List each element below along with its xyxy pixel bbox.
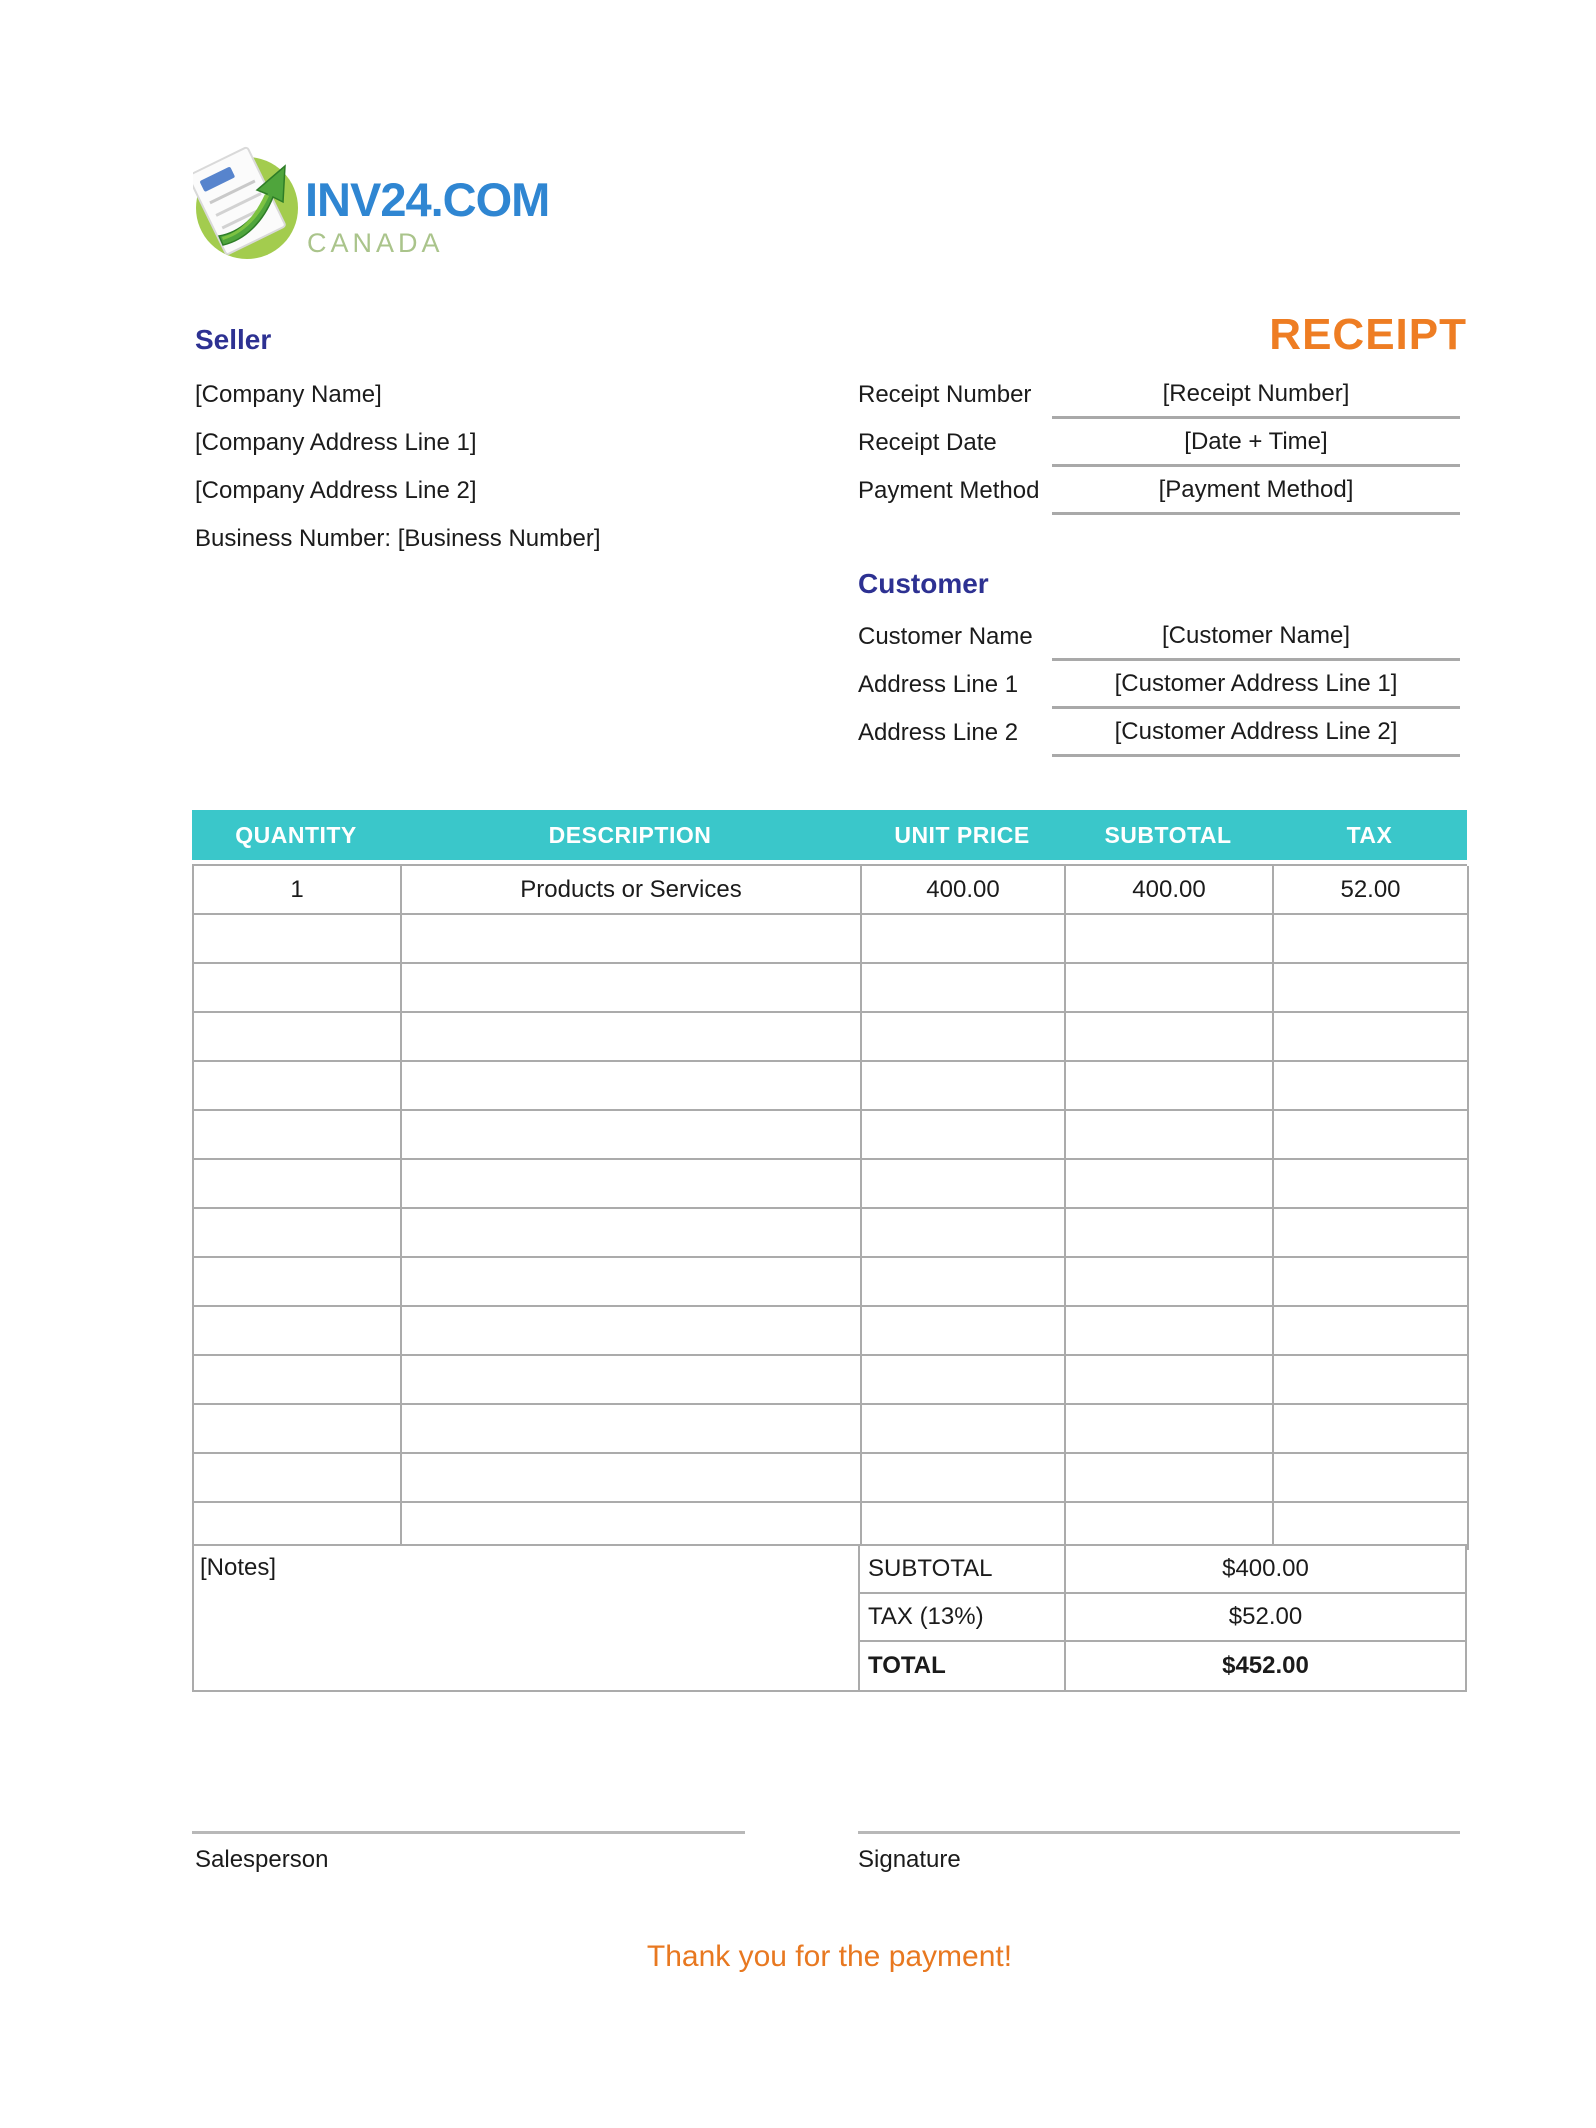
item-cell: 400.00: [862, 866, 1066, 915]
empty-cell: [1274, 1503, 1469, 1550]
empty-cell: [194, 1013, 402, 1062]
column-header: TAX: [1346, 821, 1393, 848]
item-cell: 52.00: [1274, 866, 1469, 915]
empty-cell: [194, 1111, 402, 1160]
empty-cell: [862, 1454, 1066, 1503]
total-label: TAX (13%): [860, 1594, 1064, 1642]
empty-cell: [862, 1503, 1066, 1550]
customer-info-row: [858, 613, 1460, 661]
empty-cell: [862, 915, 1066, 964]
empty-cell: [1274, 1405, 1469, 1454]
empty-cell: [1066, 1111, 1274, 1160]
empty-cell: [1066, 1307, 1274, 1356]
empty-cell: [402, 1356, 862, 1405]
brand-region: CANADA: [307, 228, 444, 258]
receipt-info-row-label: Payment Method: [858, 477, 1040, 504]
signature-line: [858, 1831, 1460, 1834]
empty-cell: [1066, 1503, 1274, 1550]
empty-cell: [1274, 1062, 1469, 1111]
items-table-body: [192, 864, 1467, 1550]
receipt-info-row: [858, 467, 1460, 515]
empty-cell: [1066, 1062, 1274, 1111]
empty-cell: [1274, 1111, 1469, 1160]
customer-info-row: [858, 661, 1460, 709]
empty-cell: [1066, 1013, 1274, 1062]
customer-info-row-value: [Customer Address Line 1]: [1052, 661, 1460, 709]
column-header: DESCRIPTION: [548, 821, 712, 848]
customer-info-block: [858, 613, 1460, 757]
empty-cell: [402, 1062, 862, 1111]
empty-cell: [1066, 1160, 1274, 1209]
empty-cell: [862, 1111, 1066, 1160]
empty-cell: [402, 1209, 862, 1258]
empty-cell: [1274, 1160, 1469, 1209]
customer-heading: Customer: [858, 568, 989, 599]
customer-info-row: [858, 709, 1460, 757]
empty-cell: [194, 1503, 402, 1550]
item-cell: 1: [194, 866, 402, 915]
total-value: $452.00: [1064, 1642, 1465, 1690]
seller-line: [Company Address Line 2]: [195, 477, 477, 504]
salesperson-label: Salesperson: [195, 1846, 329, 1873]
empty-cell: [862, 1405, 1066, 1454]
receipt-info-row: [858, 419, 1460, 467]
customer-info-row-label: Address Line 1: [858, 671, 1019, 698]
empty-cell: [862, 1307, 1066, 1356]
empty-cell: [862, 1013, 1066, 1062]
column-header: UNIT PRICE: [894, 821, 1030, 848]
empty-cell: [1066, 1454, 1274, 1503]
seller-line: [Company Name]: [195, 381, 382, 408]
page-title: RECEIPT: [1269, 310, 1467, 359]
empty-cell: [862, 1062, 1066, 1111]
brand-name: INV24.COM: [305, 173, 550, 226]
empty-cell: [402, 1258, 862, 1307]
totals-section: [192, 1544, 1467, 1692]
empty-cell: [402, 1405, 862, 1454]
signature-label: Signature: [858, 1846, 961, 1873]
empty-cell: [1066, 1356, 1274, 1405]
receipt-info-row-label: Receipt Date: [858, 429, 997, 456]
empty-cell: [194, 1258, 402, 1307]
customer-info-row-value: [Customer Address Line 2]: [1052, 709, 1460, 757]
empty-cell: [194, 1209, 402, 1258]
empty-cell: [1066, 964, 1274, 1013]
empty-cell: [1274, 1013, 1469, 1062]
seller-block: [195, 371, 795, 563]
empty-cell: [1274, 1307, 1469, 1356]
empty-cell: [402, 1111, 862, 1160]
customer-info-row-value: [Customer Name]: [1052, 613, 1460, 661]
empty-cell: [194, 1405, 402, 1454]
items-table-header: [192, 810, 1467, 860]
customer-info-row-label: Customer Name: [858, 623, 1033, 650]
seller-business-number: Business Number: [Business Number]: [195, 525, 601, 552]
total-label: TOTAL: [868, 1652, 946, 1679]
empty-cell: [1274, 1209, 1469, 1258]
empty-cell: [194, 964, 402, 1013]
column-header: SUBTOTAL: [1104, 821, 1232, 848]
empty-cell: [402, 1013, 862, 1062]
invoice-arrow-logo-icon: [193, 144, 303, 262]
item-cell: Products or Services: [402, 866, 862, 915]
receipt-info-row-value: [Date + Time]: [1052, 419, 1460, 467]
receipt-info-row-value: [Receipt Number]: [1052, 371, 1460, 419]
items-table: [192, 810, 1467, 1550]
empty-cell: [1274, 1356, 1469, 1405]
empty-cell: [1066, 1209, 1274, 1258]
empty-cell: [862, 1356, 1066, 1405]
empty-cell: [862, 1209, 1066, 1258]
empty-cell: [402, 1454, 862, 1503]
empty-cell: [1274, 1454, 1469, 1503]
receipt-info-block: [858, 371, 1460, 515]
empty-cell: [862, 1160, 1066, 1209]
salesperson-signature-line: [192, 1831, 745, 1834]
empty-cell: [402, 1307, 862, 1356]
receipt-info-row-label: Receipt Number: [858, 381, 1032, 408]
empty-cell: [194, 1454, 402, 1503]
empty-cell: [194, 1356, 402, 1405]
column-header: QUANTITY: [235, 821, 357, 848]
total-value: $52.00: [1064, 1594, 1465, 1642]
notes-cell: [Notes]: [194, 1546, 860, 1690]
total-value: $400.00: [1064, 1546, 1465, 1594]
empty-cell: [194, 1160, 402, 1209]
empty-cell: [862, 964, 1066, 1013]
customer-info-row-label: Address Line 2: [858, 719, 1019, 746]
seller-heading: Seller: [195, 324, 272, 355]
brand-logo: [193, 144, 613, 264]
empty-cell: [194, 1062, 402, 1111]
empty-cell: [1274, 1258, 1469, 1307]
empty-cell: [1066, 915, 1274, 964]
empty-cell: [1066, 1405, 1274, 1454]
empty-cell: [1274, 964, 1469, 1013]
empty-cell: [1274, 915, 1469, 964]
empty-cell: [1066, 1258, 1274, 1307]
empty-cell: [862, 1258, 1066, 1307]
empty-cell: [194, 915, 402, 964]
empty-cell: [402, 1503, 862, 1550]
empty-cell: [402, 1160, 862, 1209]
seller-line: [Company Address Line 1]: [195, 429, 477, 456]
empty-cell: [194, 1307, 402, 1356]
empty-cell: [402, 915, 862, 964]
total-label: SUBTOTAL: [860, 1546, 1064, 1594]
receipt-info-row-value: [Payment Method]: [1052, 467, 1460, 515]
thank-you-message: Thank you for the payment!: [646, 1940, 1013, 1973]
item-cell: 400.00: [1066, 866, 1274, 915]
empty-cell: [402, 964, 862, 1013]
receipt-info-row: [858, 371, 1460, 419]
